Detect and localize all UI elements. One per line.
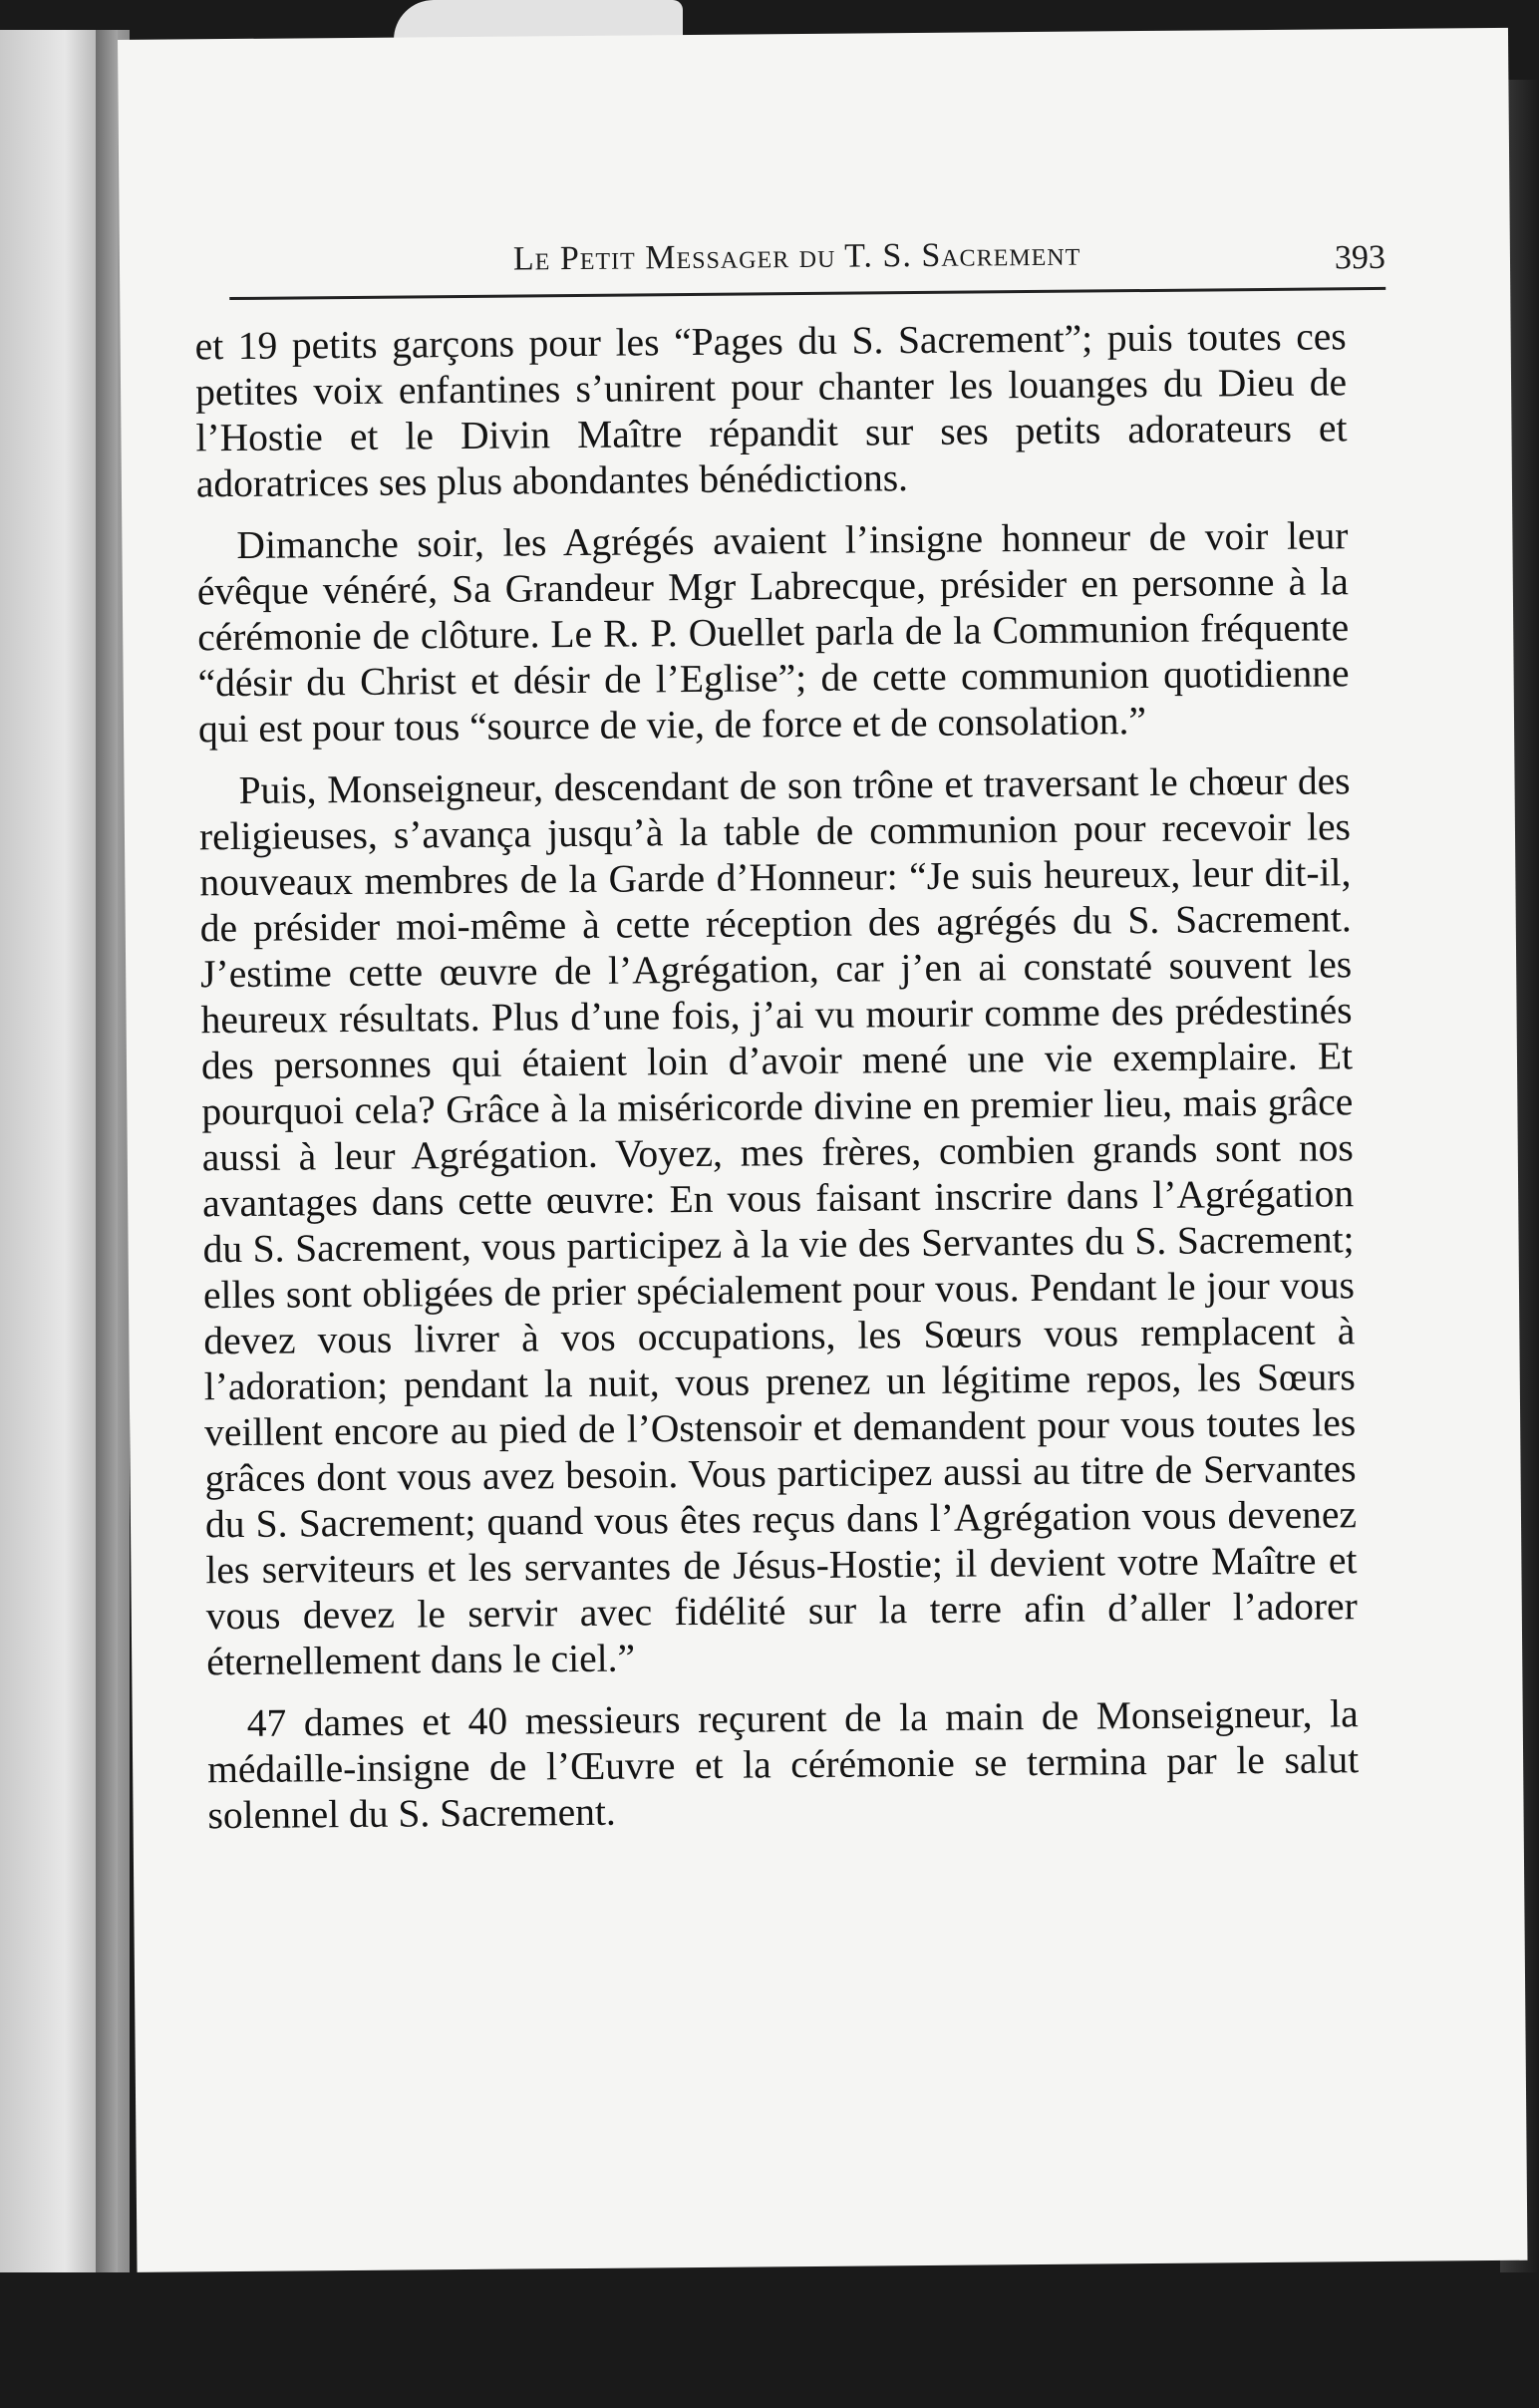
page-number: 393: [1334, 238, 1386, 277]
paragraph: 47 dames et 40 messieurs reçurent de la main de Monseigneur, la médaille-insigne de l’Œuvre et la cérémonie se termina par le salut solennel du S. Sacrement.: [206, 1691, 1360, 1838]
running-head: Le Petit Messager du T. S. Sacrement: [512, 235, 1081, 278]
body-text: [194, 313, 1359, 1838]
header-rule: [229, 287, 1385, 300]
page-tab: [394, 0, 683, 40]
book-page: [118, 28, 1527, 2272]
paragraph: Puis, Monseigneur, descendant de son trône et traversant le chœur des religieuses, s’avança jusqu’à la table de communion pour recevoir les nouveaux membres de la Garde d’Honneur: “Je suis heureux, leur dit-il, de présider moi-même à cette réception des agrégés du S. Sacrement. J’estime cette œuvre de l’Agrégation, car j’en ai constaté souvent les heureux résultats. Plus d’une fois, j’ai vu mourir comme des prédestinés des personnes qui étaient loin d’avoir mené une vie exemplaire. Et pourquoi cela? Grâce à la miséricorde divine en premier lieu, mais grâce aussi à leur Agrégation. Voyez, mes frères, combien grands sont nos avantages dans cette œuvre: En vous faisant inscrire dans l’Agrégation du S. Sacrement, vous participez à la vie des Servantes du S. Sacrement; elles sont obligées de prier spécialement pour vous. Pendant le jour vous devez vous livrer à vos occupations, les Sœurs vous remplacent à l’adoration; pendant la nuit, vous prenez un légitime repos, les Sœurs veillent encore au pied de l’Ostensoir et demandent pour vous toutes les grâces dont vous avez besoin. Vous participez aussi au titre de Servantes du S. Sacrement; quand vous êtes reçus dans l’Agrégation vous devenez les serviteurs et les servantes de Jésus-Hostie; il devient votre Maître et vous devez le servir avec fidélité sur la terre afin d’aller l’adorer éternellement dans le ciel.”: [198, 758, 1358, 1684]
paragraph: et 19 petits garçons pour les “Pages du S. Sacrement”; puis toutes ces petites voix enfantines s’unirent pour chanter les louanges du Dieu de l’Hostie et le Divin Maître répandit sur ses petits adorateurs et adoratrices ses plus abondantes bénédictions.: [194, 314, 1348, 506]
page-header: [229, 233, 1385, 303]
book-spine-shadow: [96, 30, 118, 2272]
paragraph: Dimanche soir, les Agrégés avaient l’insigne honneur de voir leur évêque vénéré, Sa Grandeur Mgr Labrecque, présider en personne à la cérémonie de clôture. Le R. P. Ouellet parla de la Communion fréquente “désir du Christ et désir de l’Eglise”; de cette communion quotidienne qui est pour tous “source de vie, de force et de consolation.”: [196, 513, 1350, 752]
